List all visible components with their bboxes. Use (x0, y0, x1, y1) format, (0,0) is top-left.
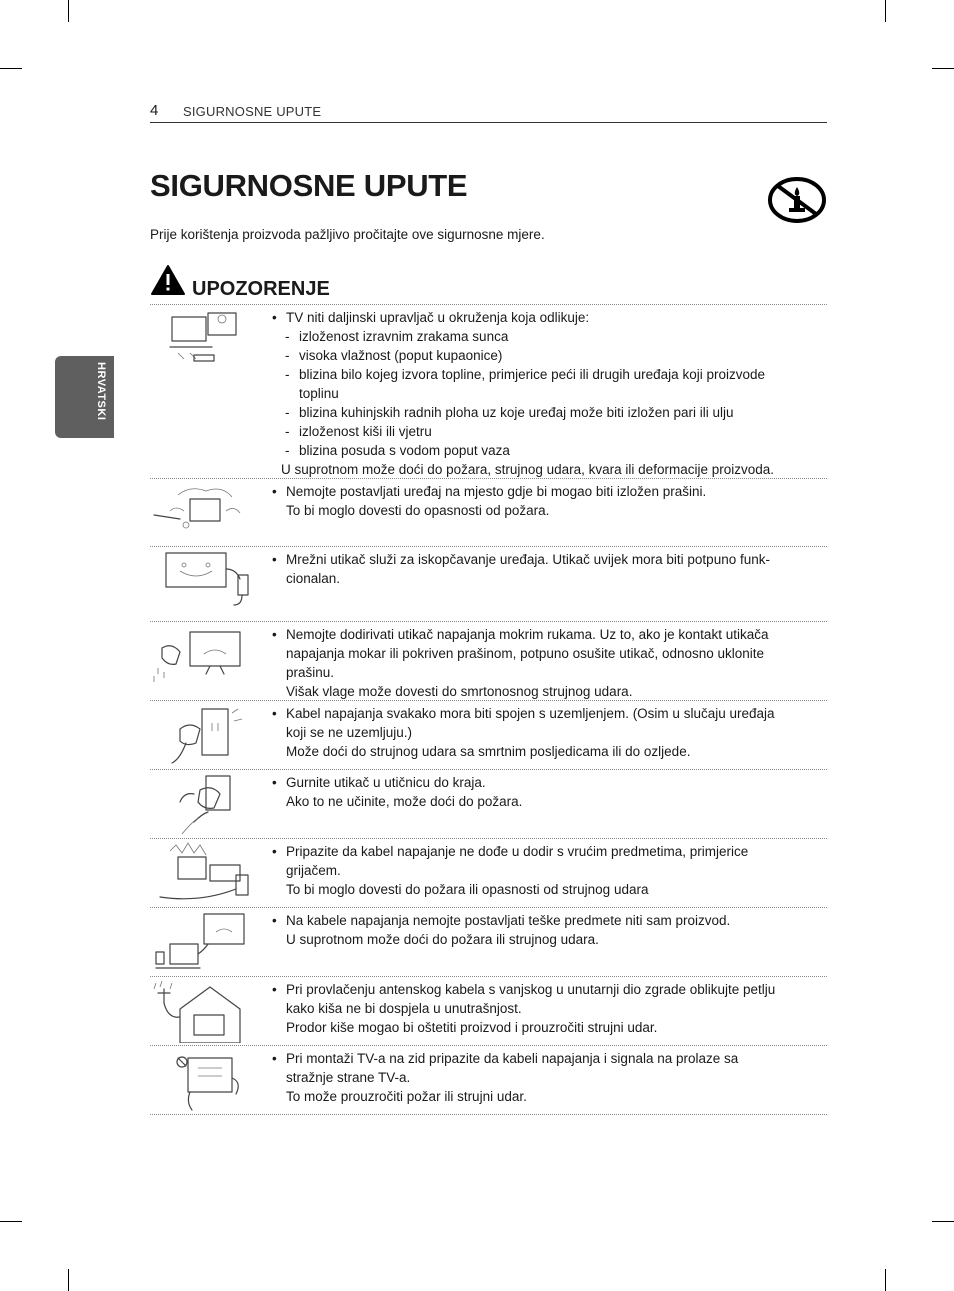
language-side-tab (55, 356, 114, 438)
crop-mark (932, 68, 954, 69)
crop-mark (932, 1221, 954, 1222)
bullet-text: • Mrežni utikač služi za iskopčavanje uređaja. Utikač uvijek mora biti potpuno funk- (272, 550, 827, 569)
body-text: U suprotnom može doći do požara ili strujnog udara. (286, 932, 599, 947)
crop-mark (68, 1269, 69, 1291)
safety-row (150, 908, 827, 977)
plug-disconnect-illustration (150, 549, 260, 613)
safety-row (150, 701, 827, 770)
bullet-text: • Pripazite da kabel napajanje ne dođe u dodir s vrućim predmetima, primjerice (272, 842, 827, 861)
bullet-text: • Pri montaži TV-a na zid pripazite da kabeli napajanja i signala na prolaze sa (272, 1049, 827, 1068)
safety-row (150, 839, 827, 908)
body-text: grijačem. (286, 863, 341, 878)
sub-item: - izloženost kiši ili vjetru (272, 422, 827, 441)
consequence-text: U suprotnom može doći do požara, strujnog udara, kvara ili deformacije proizvoda. (281, 462, 774, 477)
bullet-text: • Pri provlačenju antenskog kabela s vanjskog u unutarnji dio zgrade oblikujte petlju (272, 980, 827, 999)
language-tab-label: HRVATSKI (95, 362, 107, 421)
body-text: stražnje strane TV-a. (286, 1070, 411, 1085)
safety-row (150, 1046, 827, 1115)
heater-cable-illustration (150, 841, 260, 905)
warning-label: UPOZORENJE (192, 278, 330, 300)
running-header-title: SIGURNOSNE UPUTE (183, 104, 322, 119)
body-text: cionalan. (286, 571, 341, 586)
crop-mark (68, 0, 69, 22)
body-text: Višak vlage može dovesti do smrtonosnog strujnog udara. (286, 684, 633, 699)
safety-row (150, 622, 827, 701)
intro-text: Prije korištenja proizvoda pažljivo pročitajte ove sigurnosne mjere. (150, 227, 545, 242)
crop-mark (885, 1269, 886, 1291)
warning-triangle-icon (150, 264, 186, 296)
safety-table (150, 304, 827, 1115)
sub-item: - blizina kuhinjskih radnih ploha uz koje uređaj može biti izložen pari ili ulju (272, 403, 827, 422)
wet-hands-plug-illustration (150, 624, 260, 688)
bullet-text: • Nemojte postavljati uređaj na mjesto gdje bi mogao biti izložen prašini. (272, 482, 827, 501)
crop-mark (0, 68, 22, 69)
body-text: To može prouzročiti požar ili strujni udar. (286, 1089, 527, 1104)
crop-mark (0, 1221, 22, 1222)
page-header (150, 102, 827, 123)
safety-row (150, 977, 827, 1046)
sub-item-continuation: toplinu (299, 386, 339, 401)
safety-row (150, 479, 827, 547)
wall-mount-cable-illustration (150, 1048, 260, 1112)
antenna-loop-illustration (150, 979, 260, 1043)
crop-mark (885, 0, 886, 22)
body-text: kako kiša ne bi dospjela u unutrašnjost. (286, 1001, 522, 1016)
sub-item: - blizina posuda s vodom poput vaza (272, 441, 827, 460)
body-text: prašinu. (286, 665, 335, 680)
body-text: napajanja mokar ili pokriven prašinom, potpuno osušite utikač, odnosno uklonite (286, 646, 765, 661)
plug-insert-illustration (150, 772, 260, 836)
safety-row (150, 770, 827, 839)
page-title: SIGURNOSNE UPUTE (150, 168, 468, 203)
dust-tv-illustration (150, 481, 260, 545)
grounded-outlet-illustration (150, 703, 260, 767)
bullet-text: • Nemojte dodirivati utikač napajanja mokrim rukama. Uz to, ako je kontakt utikača (272, 625, 827, 644)
tv-environment-illustration (150, 307, 260, 371)
body-text: koji se ne uzemljuju.) (286, 725, 413, 740)
page-number: 4 (150, 102, 159, 119)
sub-item: - visoka vlažnost (poput kupaonice) (272, 346, 827, 365)
body-text: Ako to ne učinite, može doći do požara. (286, 794, 523, 809)
bullet-text: • Kabel napajanja svakako mora biti spojen s uzemljenjem. (Osim u slučaju uređaja (272, 704, 827, 723)
bullet-text: • Na kabele napajanja nemojte postavljati teške predmete niti sam proizvod. (272, 911, 827, 930)
sub-item: - izloženost izravnim zrakama sunca (272, 327, 827, 346)
no-open-flame-icon (767, 175, 827, 225)
body-text: Prodor kiše mogao bi oštetiti proizvod i prouzročiti strujni udar. (286, 1020, 658, 1035)
safety-row (150, 305, 827, 479)
bullet-text: • Gurnite utikač u utičnicu do kraja. (272, 773, 827, 792)
safety-row (150, 547, 827, 622)
bullet-text: • TV niti daljinski upravljač u okruženja koja odlikuje: (272, 308, 827, 327)
body-text: To bi moglo dovesti do opasnosti od požara. (286, 503, 550, 518)
heavy-object-cable-illustration (150, 910, 260, 974)
body-text: To bi moglo dovesti do požara ili opasnosti od strujnog udara (286, 882, 649, 897)
body-text: Može doći do strujnog udara sa smrtnim posljedicama ili do ozljede. (286, 744, 691, 759)
sub-item: - blizina bilo kojeg izvora topline, primjerice peći ili drugih uređaja koji proizvode (272, 365, 827, 384)
